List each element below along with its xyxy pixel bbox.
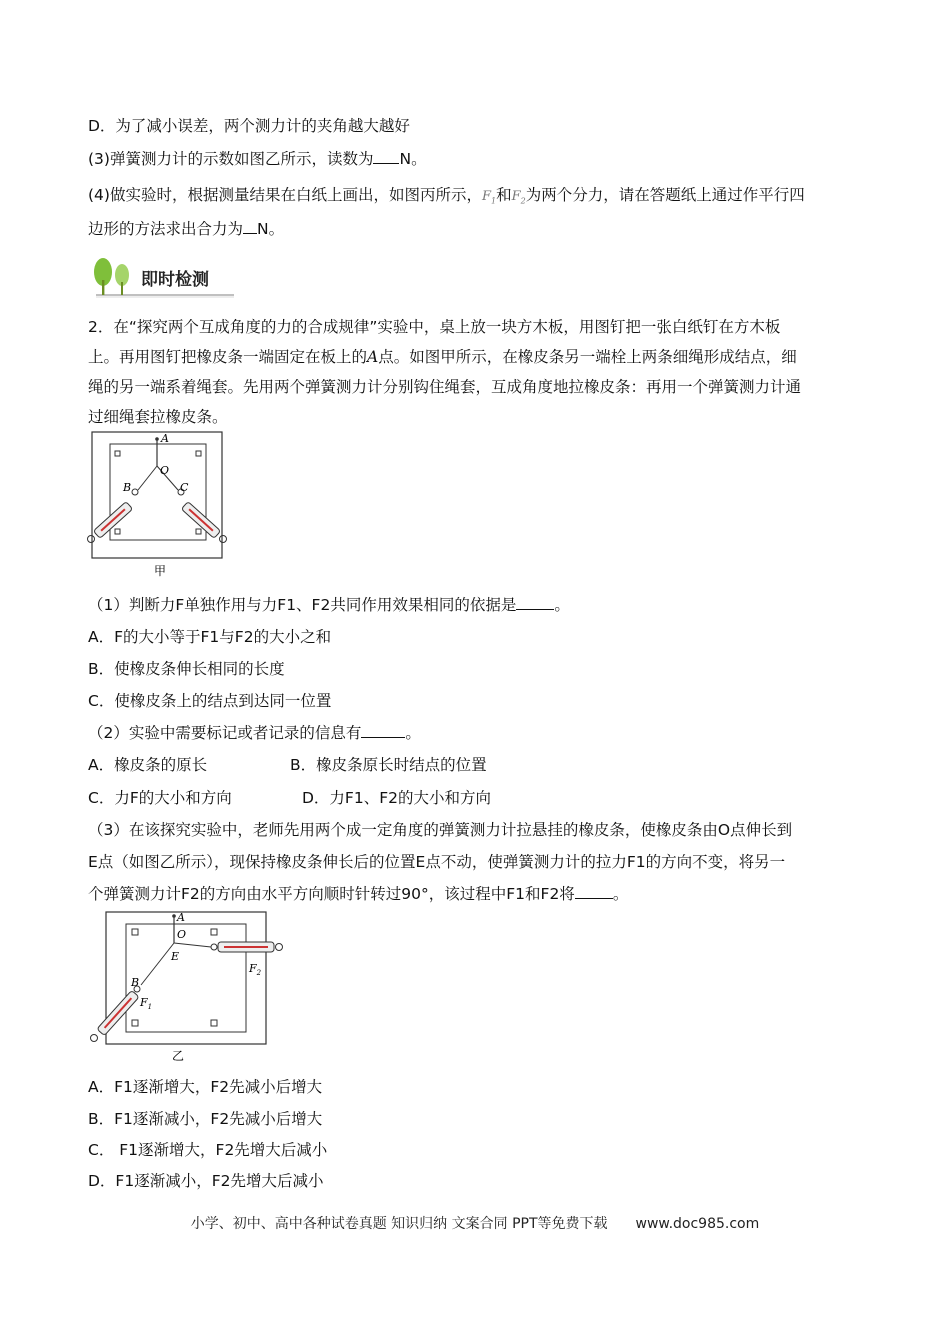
label-o: O bbox=[160, 464, 170, 477]
f2-symbol: $F_2$ bbox=[511, 189, 526, 206]
section-title: 即时检测 bbox=[141, 270, 209, 290]
footer-link[interactable]: www.doc985.com bbox=[635, 1216, 760, 1232]
figure-yi bbox=[86, 910, 286, 1065]
answer-blank bbox=[243, 219, 257, 234]
fig2-caption: 乙 bbox=[172, 1049, 185, 1063]
label-c: C bbox=[180, 481, 189, 494]
sub3-option-c: C． F1逐渐增大，F2先增大后减小 bbox=[88, 1141, 328, 1159]
sub2-option-b: B．橡皮条原长时结点的位置 bbox=[290, 756, 487, 774]
label-e: E bbox=[171, 950, 180, 963]
q4-text-2: 为两个分力，请在答题纸上通过作平行四 bbox=[525, 186, 805, 204]
sub1-option-c: C．使橡皮条上的结点到达同一位置 bbox=[88, 692, 332, 710]
sub2-option-a: A．橡皮条的原长 bbox=[88, 756, 208, 774]
question-4-line bbox=[88, 184, 805, 213]
q4-and: 和 bbox=[496, 186, 512, 204]
q4-text: (4)做实验时，根据测量结果在白纸上画出，如图丙所示， bbox=[88, 186, 482, 204]
sub3-option-d: D．F1逐渐减小，F2先增大后减小 bbox=[88, 1172, 324, 1190]
sub3-line-2: E点（如图乙所示），现保持橡皮条伸长后的位置E点不动，使弹簧测力计的拉力F1的方向不变，将另一 bbox=[88, 853, 786, 871]
label-f2: $F_2$ bbox=[249, 962, 262, 977]
page-footer bbox=[0, 1213, 950, 1233]
answer-blank bbox=[361, 723, 405, 738]
q2-stem-line-2: 上。再用图钉把橡皮条一端固定在板上的A点。如图甲所示，在橡皮条另一端栓上两条细绳形成结点，细 bbox=[88, 348, 797, 366]
footer-text: 小学、初中、高中各种试卷真题 知识归纳 文案合同 PPT等免费下载 bbox=[190, 1216, 608, 1232]
label-b: B bbox=[123, 481, 132, 494]
sub1-option-a: A．F的大小等于F1与F2的大小之和 bbox=[88, 628, 332, 646]
label-f1: $F_1$ bbox=[140, 996, 153, 1011]
q2-stem-line-3: 绳的另一端系着绳套。先用两个弹簧测力计分别钩住绳套，互成角度地拉橡皮条：再用一个弹簧测力计通 bbox=[88, 378, 802, 396]
q4-text-3: 边形的方法求出合力为 bbox=[88, 220, 244, 238]
label-a: A bbox=[161, 432, 169, 445]
sub3-option-a: A．F1逐渐增大，F2先减小后增大 bbox=[88, 1078, 323, 1096]
sub2-option-d: D．力F1、F2的大小和方向 bbox=[302, 789, 491, 807]
question-3-line bbox=[88, 148, 427, 170]
option-d-line: D．为了减小误差，两个测力计的夹角越大越好 bbox=[88, 117, 410, 135]
answer-blank bbox=[575, 884, 613, 899]
label-o: O bbox=[177, 928, 187, 941]
q4-unit: N。 bbox=[257, 220, 285, 238]
question-4-line-2 bbox=[88, 218, 284, 240]
sub2-option-c: C．力F的大小和方向 bbox=[88, 789, 232, 807]
answer-blank bbox=[516, 595, 554, 610]
sub1-option-b: B．使橡皮条伸长相同的长度 bbox=[88, 660, 285, 678]
label-a: A bbox=[177, 911, 185, 924]
f1-symbol: $F_1$ bbox=[481, 189, 497, 206]
sub3-line-3: 个弹簧测力计F2的方向由水平方向顺时针转过90°，该过程中F1和F2将 。 bbox=[88, 885, 629, 903]
q2-stem-line-1: 2．在“探究两个互成角度的力的合成规律”实验中，桌上放一块方木板，用图钉把一张白纸钉在方木板 bbox=[88, 318, 781, 336]
sub1-question: （1）判断力F单独作用与力F1、F2共同作用效果相同的依据是 。 bbox=[88, 596, 570, 614]
answer-blank bbox=[373, 149, 399, 164]
figure-jia bbox=[86, 430, 228, 580]
q3-unit: N。 bbox=[399, 150, 427, 168]
sub3-line-1: （3）在该探究实验中，老师先用两个成一定角度的弹簧测力计拉悬挂的橡皮条，使橡皮条由O点伸长到 bbox=[88, 821, 793, 839]
fig1-caption: 甲 bbox=[154, 564, 167, 578]
label-b: B bbox=[131, 976, 140, 989]
sub3-option-b: B．F1逐渐减小，F2先减小后增大 bbox=[88, 1110, 323, 1128]
sub2-question: （2）实验中需要标记或者记录的信息有 。 bbox=[88, 724, 421, 742]
q2-stem-line-4: 过细绳套拉橡皮条。 bbox=[88, 408, 228, 426]
q3-text: (3)弹簧测力计的示数如图乙所示，读数为 bbox=[88, 150, 374, 168]
